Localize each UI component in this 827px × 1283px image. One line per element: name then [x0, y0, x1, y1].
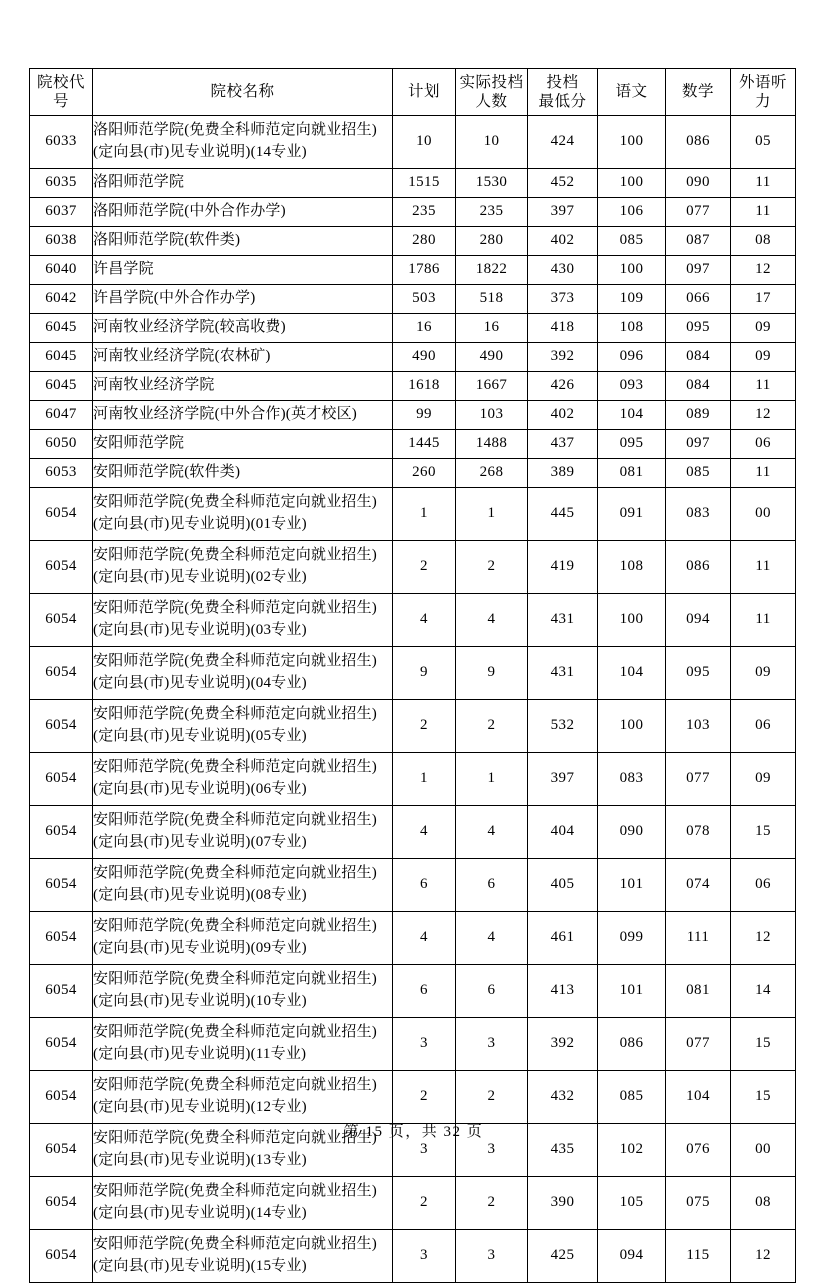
cell-actual-count: 1: [456, 488, 528, 541]
cell-plan: 235: [393, 198, 456, 227]
cell-chinese: 104: [598, 647, 666, 700]
cell-chinese: 100: [598, 594, 666, 647]
cell-min-score: 418: [528, 314, 598, 343]
cell-chinese: 106: [598, 198, 666, 227]
cell-min-score: 392: [528, 343, 598, 372]
cell-listening: 11: [731, 459, 796, 488]
cell-plan: 3: [393, 1124, 456, 1177]
cell-listening: 09: [731, 753, 796, 806]
column-header-min-score: [528, 69, 598, 116]
cell-institution-code: 6054: [30, 541, 93, 594]
cell-institution-name: [93, 314, 393, 343]
cell-listening: 14: [731, 965, 796, 1018]
cell-plan: 3: [393, 1230, 456, 1283]
cell-min-score: 390: [528, 1177, 598, 1230]
cell-institution-name: [93, 459, 393, 488]
table-row: [30, 806, 796, 859]
cell-actual-count: 10: [456, 116, 528, 169]
cell-actual-count: 490: [456, 343, 528, 372]
table-row: [30, 1177, 796, 1230]
cell-chinese: 100: [598, 256, 666, 285]
cell-actual-count: 1: [456, 753, 528, 806]
cell-listening: 11: [731, 372, 796, 401]
cell-institution-code: 6054: [30, 1230, 93, 1283]
cell-chinese: 108: [598, 541, 666, 594]
cell-institution-code: 6042: [30, 285, 93, 314]
cell-plan: 16: [393, 314, 456, 343]
cell-institution-code: 6054: [30, 1177, 93, 1230]
cell-plan: 6: [393, 965, 456, 1018]
column-header-institution-name-line1: 院校名称: [210, 83, 275, 101]
cell-listening: 12: [731, 256, 796, 285]
cell-math: 087: [666, 227, 731, 256]
cell-plan: 2: [393, 541, 456, 594]
cell-math: 074: [666, 859, 731, 912]
cell-institution-code: 6054: [30, 965, 93, 1018]
column-header-min-score-line1: 投档: [546, 73, 579, 91]
cell-plan: 2: [393, 1071, 456, 1124]
cell-math: 066: [666, 285, 731, 314]
cell-plan: 1: [393, 753, 456, 806]
table-body: [30, 116, 796, 1283]
cell-institution-code: 6054: [30, 1071, 93, 1124]
cell-listening: 12: [731, 912, 796, 965]
table-row: [30, 1230, 796, 1283]
cell-institution-code: 6054: [30, 594, 93, 647]
column-header-chinese-line1: 语文: [615, 83, 648, 101]
table-row: [30, 488, 796, 541]
cell-institution-code: 6040: [30, 256, 93, 285]
cell-actual-count: 280: [456, 227, 528, 256]
cell-plan: 2: [393, 700, 456, 753]
cell-chinese: 102: [598, 1124, 666, 1177]
cell-institution-name: [93, 256, 393, 285]
cell-institution-name: [93, 1018, 393, 1071]
cell-min-score: 430: [528, 256, 598, 285]
cell-institution-name-text: 安阳师范学院: [93, 435, 185, 452]
table-row: [30, 753, 796, 806]
cell-institution-name-text: 安阳师范学院(免费全科师范定向就业招生)(定向县(市)见专业说明)(02专业): [93, 547, 377, 585]
cell-plan: 280: [393, 227, 456, 256]
cell-math: 097: [666, 430, 731, 459]
cell-institution-code: 6045: [30, 314, 93, 343]
column-header-institution-code: [30, 69, 93, 116]
cell-listening: 06: [731, 859, 796, 912]
cell-institution-code: 6054: [30, 647, 93, 700]
table-row: [30, 343, 796, 372]
cell-institution-name-text: 河南牧业经济学院(较高收费): [93, 319, 286, 336]
table-header: [30, 69, 796, 116]
cell-min-score: 397: [528, 753, 598, 806]
column-header-actual-count: [456, 69, 528, 116]
table-row: [30, 314, 796, 343]
cell-institution-name-text: 安阳师范学院(免费全科师范定向就业招生)(定向县(市)见专业说明)(12专业): [93, 1077, 377, 1115]
cell-chinese: 086: [598, 1018, 666, 1071]
cell-math: 094: [666, 594, 731, 647]
cell-institution-code: 6054: [30, 700, 93, 753]
cell-plan: 1618: [393, 372, 456, 401]
cell-plan: 2: [393, 1177, 456, 1230]
cell-min-score: 445: [528, 488, 598, 541]
cell-math: 111: [666, 912, 731, 965]
cell-institution-code: 6050: [30, 430, 93, 459]
cell-math: 095: [666, 314, 731, 343]
cell-institution-name: [93, 169, 393, 198]
cell-plan: 4: [393, 594, 456, 647]
table-row: [30, 594, 796, 647]
cell-math: 084: [666, 343, 731, 372]
cell-plan: 1: [393, 488, 456, 541]
cell-listening: 11: [731, 169, 796, 198]
table-row: [30, 1018, 796, 1071]
cell-listening: 08: [731, 227, 796, 256]
cell-min-score: 402: [528, 401, 598, 430]
cell-institution-name: [93, 285, 393, 314]
cell-institution-name: [93, 372, 393, 401]
cell-actual-count: 6: [456, 965, 528, 1018]
cell-min-score: 435: [528, 1124, 598, 1177]
cell-institution-code: 6038: [30, 227, 93, 256]
table-row: [30, 198, 796, 227]
cell-actual-count: 3: [456, 1018, 528, 1071]
cell-math: 095: [666, 647, 731, 700]
table-row: [30, 285, 796, 314]
cell-actual-count: 2: [456, 1071, 528, 1124]
cell-institution-name: [93, 430, 393, 459]
cell-institution-name: [93, 116, 393, 169]
cell-min-score: 426: [528, 372, 598, 401]
cell-math: 086: [666, 116, 731, 169]
cell-institution-code: 6045: [30, 372, 93, 401]
cell-chinese: 100: [598, 169, 666, 198]
cell-chinese: 101: [598, 859, 666, 912]
cell-plan: 3: [393, 1018, 456, 1071]
cell-chinese: 085: [598, 227, 666, 256]
cell-institution-name: [93, 401, 393, 430]
cell-listening: 17: [731, 285, 796, 314]
cell-institution-name-text: 安阳师范学院(免费全科师范定向就业招生)(定向县(市)见专业说明)(08专业): [93, 865, 377, 903]
cell-plan: 490: [393, 343, 456, 372]
cell-institution-code: 6037: [30, 198, 93, 227]
column-header-math: [666, 69, 731, 116]
cell-plan: 6: [393, 859, 456, 912]
cell-actual-count: 9: [456, 647, 528, 700]
cell-actual-count: 16: [456, 314, 528, 343]
cell-chinese: 099: [598, 912, 666, 965]
cell-chinese: 100: [598, 700, 666, 753]
table-row: [30, 700, 796, 753]
cell-institution-code: 6035: [30, 169, 93, 198]
cell-actual-count: 1822: [456, 256, 528, 285]
cell-actual-count: 1488: [456, 430, 528, 459]
cell-institution-name-text: 安阳师范学院(免费全科师范定向就业招生)(定向县(市)见专业说明)(07专业): [93, 812, 377, 850]
cell-math: 077: [666, 198, 731, 227]
cell-chinese: 093: [598, 372, 666, 401]
table-row: [30, 912, 796, 965]
cell-institution-code: 6054: [30, 859, 93, 912]
cell-institution-name-text: 安阳师范学院(软件类): [93, 464, 241, 481]
cell-actual-count: 2: [456, 1177, 528, 1230]
cell-institution-name: [93, 753, 393, 806]
cell-min-score: 425: [528, 1230, 598, 1283]
cell-min-score: 389: [528, 459, 598, 488]
cell-listening: 12: [731, 1230, 796, 1283]
cell-institution-name: [93, 198, 393, 227]
table-row: [30, 459, 796, 488]
cell-institution-name: [93, 806, 393, 859]
cell-institution-code: 6054: [30, 806, 93, 859]
cell-actual-count: 2: [456, 541, 528, 594]
cell-institution-name: [93, 1071, 393, 1124]
cell-institution-name-text: 安阳师范学院(免费全科师范定向就业招生)(定向县(市)见专业说明)(03专业): [93, 600, 377, 638]
table-row: [30, 647, 796, 700]
cell-listening: 08: [731, 1177, 796, 1230]
cell-institution-name-text: 许昌学院(中外合作办学): [93, 290, 256, 307]
column-header-actual-count-line1: 实际投档: [459, 73, 524, 91]
cell-institution-code: 6054: [30, 753, 93, 806]
table-row: [30, 256, 796, 285]
cell-math: 084: [666, 372, 731, 401]
column-header-institution-code-line1: 院校代号: [36, 73, 85, 110]
table-row: [30, 965, 796, 1018]
cell-listening: 06: [731, 700, 796, 753]
cell-institution-name-text: 安阳师范学院(免费全科师范定向就业招生)(定向县(市)见专业说明)(11专业): [93, 1024, 377, 1062]
cell-min-score: 419: [528, 541, 598, 594]
cell-listening: 09: [731, 314, 796, 343]
cell-chinese: 090: [598, 806, 666, 859]
cell-actual-count: 235: [456, 198, 528, 227]
cell-actual-count: 2: [456, 700, 528, 753]
column-header-institution-name: [93, 69, 393, 116]
table-row: [30, 227, 796, 256]
cell-listening: 00: [731, 488, 796, 541]
cell-institution-name: [93, 1177, 393, 1230]
cell-plan: 1445: [393, 430, 456, 459]
cell-institution-name-text: 安阳师范学院(免费全科师范定向就业招生)(定向县(市)见专业说明)(05专业): [93, 706, 377, 744]
cell-institution-name-text: 洛阳师范学院(免费全科师范定向就业招生)(定向县(市)见专业说明)(14专业): [93, 122, 377, 160]
cell-actual-count: 4: [456, 912, 528, 965]
cell-listening: 05: [731, 116, 796, 169]
cell-chinese: 091: [598, 488, 666, 541]
table-row: [30, 541, 796, 594]
cell-math: 075: [666, 1177, 731, 1230]
cell-actual-count: 518: [456, 285, 528, 314]
table-header-row: [30, 69, 796, 116]
cell-actual-count: 268: [456, 459, 528, 488]
cell-actual-count: 3: [456, 1124, 528, 1177]
cell-math: 089: [666, 401, 731, 430]
cell-listening: 15: [731, 1071, 796, 1124]
cell-institution-code: 6054: [30, 488, 93, 541]
cell-listening: 11: [731, 541, 796, 594]
cell-institution-name-text: 河南牧业经济学院: [93, 377, 215, 394]
cell-plan: 260: [393, 459, 456, 488]
cell-institution-code: 6033: [30, 116, 93, 169]
cell-math: 086: [666, 541, 731, 594]
cell-min-score: 437: [528, 430, 598, 459]
cell-plan: 9: [393, 647, 456, 700]
cell-institution-name: [93, 594, 393, 647]
cell-chinese: 101: [598, 965, 666, 1018]
cell-chinese: 085: [598, 1071, 666, 1124]
cell-institution-code: 6054: [30, 1124, 93, 1177]
cell-math: 085: [666, 459, 731, 488]
cell-actual-count: 4: [456, 594, 528, 647]
cell-actual-count: 3: [456, 1230, 528, 1283]
cell-institution-name: [93, 1230, 393, 1283]
cell-chinese: 096: [598, 343, 666, 372]
cell-min-score: 405: [528, 859, 598, 912]
cell-min-score: 431: [528, 647, 598, 700]
cell-institution-code: 6053: [30, 459, 93, 488]
cell-min-score: 424: [528, 116, 598, 169]
cell-min-score: 461: [528, 912, 598, 965]
cell-institution-name-text: 河南牧业经济学院(农林矿): [93, 348, 271, 365]
cell-plan: 1515: [393, 169, 456, 198]
cell-listening: 09: [731, 343, 796, 372]
cell-math: 076: [666, 1124, 731, 1177]
cell-chinese: 094: [598, 1230, 666, 1283]
cell-min-score: 397: [528, 198, 598, 227]
cell-math: 083: [666, 488, 731, 541]
cell-math: 104: [666, 1071, 731, 1124]
cell-min-score: 532: [528, 700, 598, 753]
cell-actual-count: 1530: [456, 169, 528, 198]
cell-plan: 99: [393, 401, 456, 430]
cell-institution-code: 6047: [30, 401, 93, 430]
cell-actual-count: 6: [456, 859, 528, 912]
cell-institution-name-text: 安阳师范学院(免费全科师范定向就业招生)(定向县(市)见专业说明)(06专业): [93, 759, 377, 797]
cell-min-score: 373: [528, 285, 598, 314]
admission-score-table: [29, 68, 796, 1283]
cell-chinese: 083: [598, 753, 666, 806]
column-header-chinese: [598, 69, 666, 116]
cell-plan: 10: [393, 116, 456, 169]
cell-institution-name: [93, 647, 393, 700]
cell-actual-count: 4: [456, 806, 528, 859]
cell-institution-name: [93, 227, 393, 256]
cell-institution-name-text: 安阳师范学院(免费全科师范定向就业招生)(定向县(市)见专业说明)(04专业): [93, 653, 377, 691]
cell-institution-name: [93, 965, 393, 1018]
cell-institution-name-text: 洛阳师范学院(软件类): [93, 232, 241, 249]
cell-institution-name-text: 河南牧业经济学院(中外合作)(英才校区): [93, 406, 357, 423]
cell-institution-name-text: 安阳师范学院(免费全科师范定向就业招生)(定向县(市)见专业说明)(10专业): [93, 971, 377, 1009]
cell-institution-name: [93, 859, 393, 912]
cell-chinese: 104: [598, 401, 666, 430]
cell-institution-name: [93, 343, 393, 372]
cell-min-score: 432: [528, 1071, 598, 1124]
cell-plan: 1786: [393, 256, 456, 285]
cell-institution-name-text: 安阳师范学院(免费全科师范定向就业招生)(定向县(市)见专业说明)(01专业): [93, 494, 377, 532]
cell-chinese: 081: [598, 459, 666, 488]
cell-institution-code: 6045: [30, 343, 93, 372]
cell-min-score: 402: [528, 227, 598, 256]
cell-listening: 15: [731, 1018, 796, 1071]
table-row: [30, 169, 796, 198]
cell-actual-count: 103: [456, 401, 528, 430]
cell-actual-count: 1667: [456, 372, 528, 401]
column-header-actual-count-line2: 人数: [475, 93, 508, 110]
cell-chinese: 095: [598, 430, 666, 459]
cell-listening: 12: [731, 401, 796, 430]
cell-institution-name-text: 安阳师范学院(免费全科师范定向就业招生)(定向县(市)见专业说明)(15专业): [93, 1236, 377, 1274]
cell-listening: 15: [731, 806, 796, 859]
table-row: [30, 116, 796, 169]
column-header-plan-line1: 计划: [407, 83, 440, 101]
page-footer: 第 15 页，共 32 页: [343, 1124, 484, 1140]
cell-institution-code: 6054: [30, 1018, 93, 1071]
cell-math: 077: [666, 1018, 731, 1071]
cell-min-score: 392: [528, 1018, 598, 1071]
cell-min-score: 404: [528, 806, 598, 859]
table-row: [30, 430, 796, 459]
cell-institution-name: [93, 541, 393, 594]
column-header-plan: [393, 69, 456, 116]
cell-institution-name-text: 安阳师范学院(免费全科师范定向就业招生)(定向县(市)见专业说明)(13专业): [93, 1130, 377, 1168]
cell-math: 081: [666, 965, 731, 1018]
cell-math: 090: [666, 169, 731, 198]
cell-chinese: 108: [598, 314, 666, 343]
cell-institution-name-text: 洛阳师范学院: [93, 174, 185, 191]
cell-listening: 11: [731, 198, 796, 227]
column-header-math-line1: 数学: [681, 83, 714, 101]
cell-institution-name-text: 安阳师范学院(免费全科师范定向就业招生)(定向县(市)见专业说明)(14专业): [93, 1183, 377, 1221]
cell-institution-name-text: 许昌学院: [93, 261, 154, 278]
cell-math: 097: [666, 256, 731, 285]
cell-listening: 06: [731, 430, 796, 459]
table-row: [30, 401, 796, 430]
cell-institution-name: [93, 700, 393, 753]
cell-min-score: 413: [528, 965, 598, 1018]
cell-listening: 11: [731, 594, 796, 647]
cell-math: 077: [666, 753, 731, 806]
cell-institution-name-text: 安阳师范学院(免费全科师范定向就业招生)(定向县(市)见专业说明)(09专业): [93, 918, 377, 956]
cell-listening: 09: [731, 647, 796, 700]
cell-chinese: 109: [598, 285, 666, 314]
cell-institution-name-text: 洛阳师范学院(中外合作办学): [93, 203, 286, 220]
cell-min-score: 431: [528, 594, 598, 647]
cell-chinese: 100: [598, 116, 666, 169]
cell-institution-name: [93, 488, 393, 541]
table-row: [30, 372, 796, 401]
table-row: [30, 1071, 796, 1124]
column-header-min-score-line2: 最低分: [538, 93, 587, 110]
column-header-listening-line1: 外语听力: [738, 73, 787, 110]
cell-institution-name: [93, 912, 393, 965]
cell-listening: 00: [731, 1124, 796, 1177]
cell-math: 115: [666, 1230, 731, 1283]
cell-institution-code: 6054: [30, 912, 93, 965]
cell-math: 078: [666, 806, 731, 859]
cell-math: 103: [666, 700, 731, 753]
cell-plan: 503: [393, 285, 456, 314]
cell-plan: 4: [393, 912, 456, 965]
column-header-listening: [731, 69, 796, 116]
cell-min-score: 452: [528, 169, 598, 198]
cell-chinese: 105: [598, 1177, 666, 1230]
cell-plan: 4: [393, 806, 456, 859]
table-row: [30, 859, 796, 912]
